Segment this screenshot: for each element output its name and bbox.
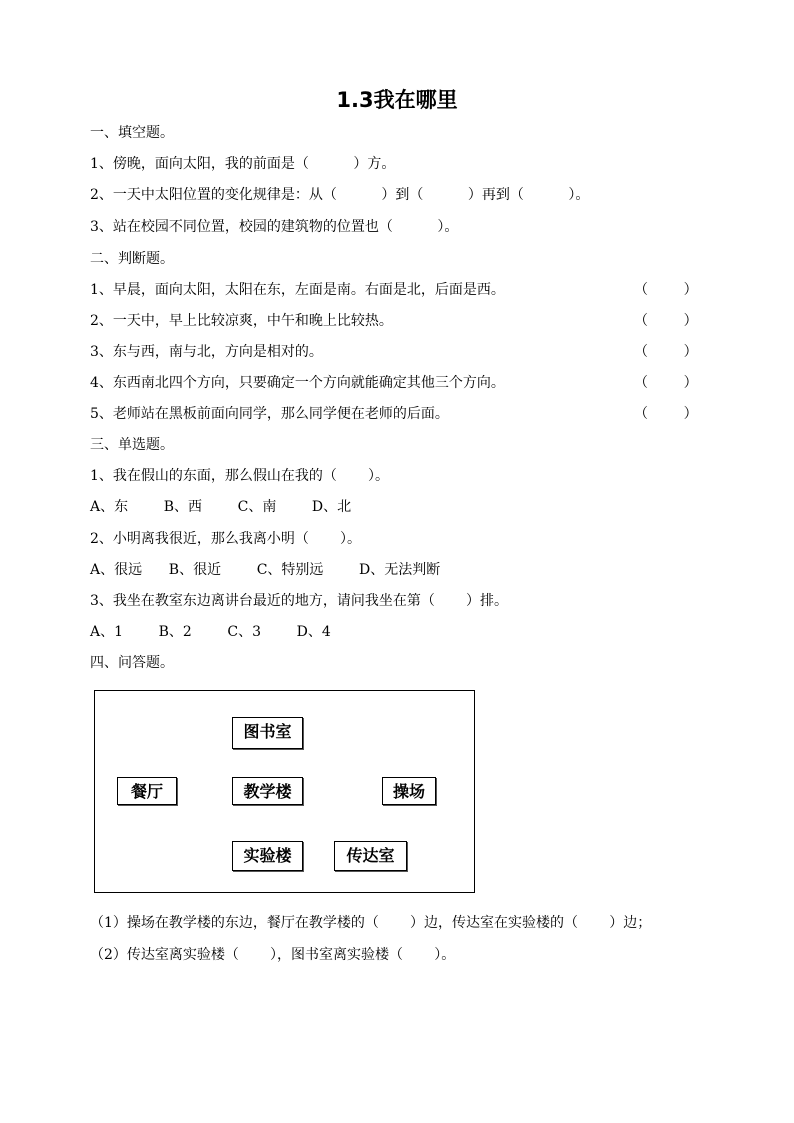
choice-options-3: A、1 B、2 C、3 D、4 (90, 624, 331, 640)
qa-question-1: （1）操场在教学楼的东边，餐厅在教学楼的（ ）边，传达室在实验楼的（ ）边； (90, 915, 652, 931)
choice-question-3: 3、我坐在教室东边离讲台最近的地方，请问我坐在第（ ）排。 (90, 593, 509, 609)
section-3-heading: 三、单选题。 (90, 437, 174, 453)
judge-question-1: 1、早晨，面向太阳，太阳在东，左面是南。右面是北，后面是西。 (90, 282, 505, 298)
room-playground: 操场 (382, 777, 436, 805)
judge-answer-5: （ ） (634, 406, 698, 422)
judge-question-3: 3、东与西，南与北，方向是相对的。 (90, 344, 323, 360)
judge-question-2: 2、一天中，早上比较凉爽，中午和晚上比较热。 (90, 313, 393, 329)
room-lab-building: 实验楼 (232, 841, 303, 871)
section-2-heading: 二、判断题。 (90, 251, 174, 267)
room-canteen: 餐厅 (117, 777, 177, 805)
judge-answer-1: （ ） (634, 282, 698, 298)
fill-question-2: 2、一天中太阳位置的变化规律是：从（ ）到（ ）再到（ ）。 (90, 187, 590, 203)
judge-answer-3: （ ） (634, 344, 698, 360)
page-title: 1.3我在哪里 (336, 88, 458, 112)
choice-options-1: A、东 B、西 C、南 D、北 (90, 499, 352, 515)
room-library: 图书室 (232, 717, 303, 749)
room-reception: 传达室 (334, 841, 407, 871)
choice-question-1: 1、我在假山的东面，那么假山在我的（ ）。 (90, 468, 390, 484)
choice-options-2: A、很远 B、很近 C、特别远 D、无法判断 (90, 562, 441, 578)
section-1-heading: 一、填空题。 (90, 125, 174, 141)
judge-answer-2: （ ） (634, 313, 698, 329)
campus-map (94, 690, 475, 893)
qa-question-2: （2）传达室离实验楼（ ），图书室离实验楼（ ）。 (90, 947, 456, 963)
judge-question-4: 4、东西南北四个方向，只要确定一个方向就能确定其他三个方向。 (90, 375, 505, 391)
section-4-heading: 四、问答题。 (90, 655, 174, 671)
judge-question-5: 5、老师站在黑板前面向同学，那么同学便在老师的后面。 (90, 406, 449, 422)
judge-answer-4: （ ） (634, 375, 698, 391)
room-teaching-building: 教学楼 (232, 777, 303, 805)
fill-question-1: 1、傍晚，面向太阳，我的前面是（ ）方。 (90, 156, 396, 172)
fill-question-3: 3、站在校园不同位置，校园的建筑物的位置也（ ）。 (90, 219, 459, 235)
choice-question-2: 2、小明离我很近，那么我离小明（ ）。 (90, 531, 362, 547)
